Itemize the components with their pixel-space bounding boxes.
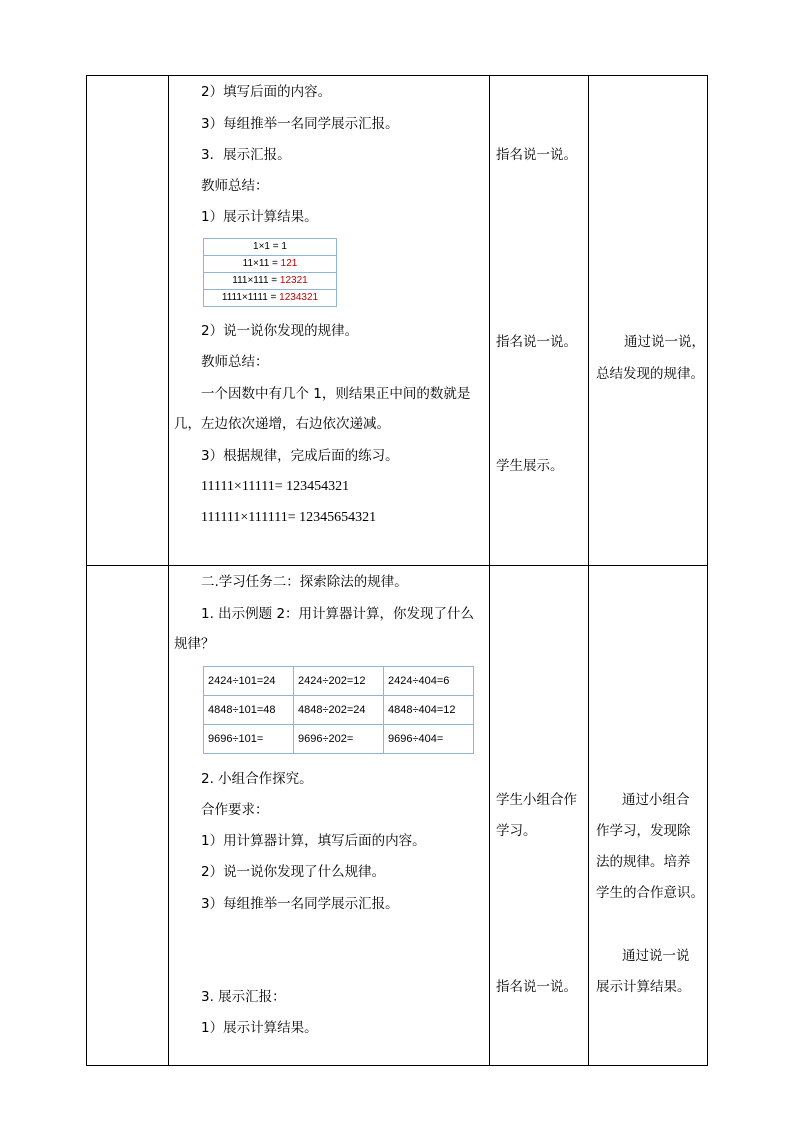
table-cell: 4848÷404=12 [384,696,474,725]
text-line: 2）说一说你发现的规律。 [201,323,359,339]
text-line: 1）展示计算结果。 [201,1020,318,1036]
table-cell: 9696÷101= [204,725,294,754]
table-cell: 111×111 = 12321 [204,273,337,290]
example-text: 规律？ [174,636,215,652]
rule-text: 几，左边依次递增，右边依次递减。 [174,416,390,432]
multiplication-table [203,238,337,307]
table-cell: 1×1 = 1 [204,239,337,256]
text-line: 教师总结： [201,354,269,370]
column-divider [168,75,169,1066]
column-divider [489,75,490,1066]
table-cell: 2424÷101=24 [204,667,294,696]
design-intent: 法的规律。培养 [596,854,691,870]
table-row [204,290,337,307]
column-divider [588,75,589,1066]
student-activity: 指名说一说。 [496,147,577,163]
text-line: 3）每组推举一名同学展示汇报。 [201,896,399,912]
table-row [204,256,337,273]
student-activity: 指名说一说。 [496,979,577,995]
text-line: 2）填写后面的内容。 [201,84,332,100]
table-border-left [86,75,87,1066]
table-cell: 2424÷404=6 [384,667,474,696]
table-border-top [86,75,708,76]
table-row [204,725,474,754]
text-line: 3）每组推举一名同学展示汇报。 [201,116,399,132]
text-line: 2）说一说你发现了什么规律。 [201,864,386,880]
division-table [203,666,474,754]
example-text: 1. 出示例题 2：用计算器计算，你发现了什么 [201,606,475,622]
rule-text: 一个因数中有几个 1，则结果正中间的数就是 [201,386,471,402]
table-row [204,239,337,256]
equation: 111111×111111= 12345654321 [201,510,377,525]
text-line: 1）用计算器计算，填写后面的内容。 [201,833,426,849]
text-line: 3）根据规律，完成后面的练习。 [201,448,399,464]
student-activity: 学生小组合作 [496,792,577,808]
table-row [204,667,474,696]
text-line: 3. 展示汇报： [201,989,286,1005]
table-cell: 9696÷404= [384,725,474,754]
table-cell: 4848÷202=24 [294,696,384,725]
design-intent: 学生的合作意识。 [596,885,704,901]
text-line: 2. 小组合作探究。 [201,771,313,787]
table-row [204,696,474,725]
text-line: 教师总结： [201,178,269,194]
table-cell: 11×11 = 121 [204,256,337,273]
equation: 11111×11111= 123454321 [201,479,350,494]
table-row [204,273,337,290]
table-cell: 1111×1111 = 1234321 [204,290,337,307]
design-intent: 展示计算结果。 [596,979,691,995]
design-intent: 通过说一说 [622,948,690,964]
design-intent: 通过说一说， [624,334,705,350]
design-intent: 作学习，发现除 [596,823,691,839]
text-line: 合作要求： [201,802,269,818]
table-cell: 2424÷202=12 [294,667,384,696]
table-cell: 9696÷202= [294,725,384,754]
design-intent: 通过小组合 [622,792,690,808]
table-border-right [707,75,708,1066]
text-line: 3．展示汇报。 [201,147,291,163]
text-line: 1）展示计算结果。 [201,209,318,225]
student-activity: 指名说一说。 [496,334,577,350]
table-border-bottom [86,1065,708,1066]
student-activity: 学习。 [496,823,537,839]
student-activity: 学生展示。 [496,458,564,474]
table-cell: 4848÷101=48 [204,696,294,725]
row-divider [86,565,708,566]
section-title: 二.学习任务二：探索除法的规律。 [201,574,408,590]
design-intent: 总结发现的规律。 [596,366,704,382]
